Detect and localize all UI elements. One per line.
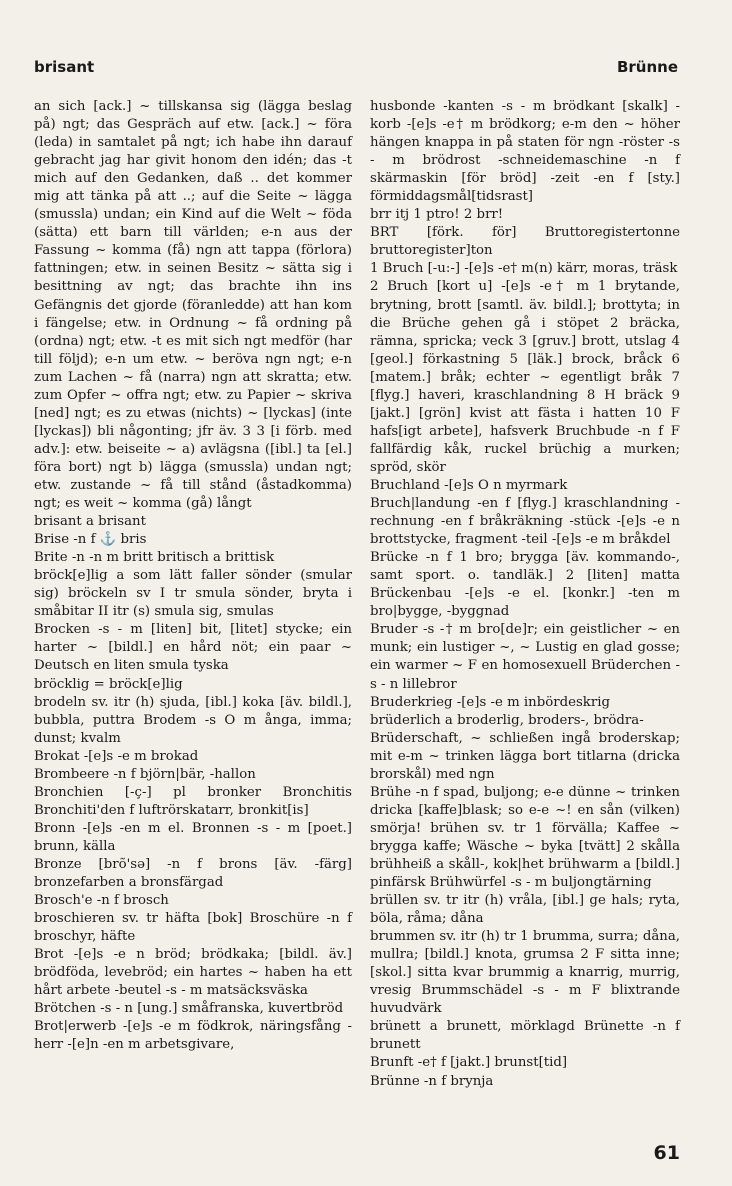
- entry: Brot|erwerb -[e]s -e m födkrok, näringsfång -herr -[e]n -en m arbetsgivare,: [34, 1019, 352, 1053]
- entry: brüllen sv. tr itr (h) vråla, [ibl.] ge hals; ryta, böla, råma; dåna: [370, 893, 680, 927]
- entry: bröck[e]lig a som lätt faller sönder (smular sig) bröckeln sv I tr smula sönder, bryta i småbitar II itr (s) smula sig, smulas: [34, 568, 352, 620]
- entry: Bruderkrieg -[e]s -e m inbördeskrig: [370, 694, 610, 710]
- entry: Bruch|landung -en f [flyg.] kraschlandning -rechnung -en f bråkräkning -stück -[e]s -e n brottstycke, fragment -teil -[e]s -e m bråkdel: [370, 496, 680, 548]
- right-column: [370, 98, 680, 1091]
- entry: Brücke -n f 1 bro; brygga [äv. kommando-, samt sport. o. tandläk.] 2 [liten] matta Brückenbau -[e]s -e el. [konkr.] -ten m bro|bygge, -byggnad: [370, 550, 680, 620]
- running-head-right: Brünne: [616, 58, 678, 76]
- page-number: 61: [653, 1142, 680, 1164]
- entry: 1 Bruch [-u:-] -[e]s -e† m(n) kärr, moras, träsk: [370, 261, 678, 277]
- entry: bröcklig = bröck[e]lig: [34, 676, 183, 692]
- entry: 2 Bruch [kort u] -[e]s -e† m 1 brytande, brytning, brott [samtl. äv. bildl.]; brottyta; in die Brüche gehen gå i stöpet 2 bräcka, rämna, spricka; veck 3 [gruv.] brott, utslag 4 [geol.] förkastning 5 [läk.] brock, bråck 6 [matem.] bråk; echter ~ egentligt bråk 7 [flyg.] haveri, kraschlandning 8 H bräck 9 [jakt.] [grön] kvist att fästa i hatten 10 F hafs[igt arbete], hafsverk Bruchbude -n f F fallfärdig kåk, ruckel brüchig a murken; spröd, skör: [370, 279, 680, 475]
- entry: Brünne -n f brynja: [370, 1073, 494, 1089]
- entry: brummen sv. itr (h) tr 1 brumma, surra; dåna, mullra; [bildl.] knota, grumsa 2 F sitta inne; [skol.] sitta kvar brummig a knarrig, murrig, vresig Brummschädel -s - m F blixtrande huvudvärk: [370, 929, 680, 1017]
- entry: Brocken -s - m [liten] bit, [litet] stycke; ein harter ~ [bildl.] en hård nöt; ein paar ~ Deutsch en liten smula tyska: [34, 622, 352, 674]
- entry: brodeln sv. itr (h) sjuda, [ibl.] koka [äv. bildl.], bubbla, puttra Brodem -s O m ånga, imma; dunst; kvalm: [34, 694, 352, 746]
- entry: Brot -[e]s -e n bröd; brödkaka; [bildl. äv.] brödföda, levebröd; ein hartes ~ haben ha ett hårt arbete -beutel -s - m matsäcksväska: [34, 947, 352, 999]
- entry: Bronze [brõ'sə] -n f brons [äv. -färg] bronzefarben a bronsfärgad: [34, 856, 352, 891]
- entry: Brüderschaft, ~ schließen ingå broderskap; mit e-m ~ trinken lägga bort titlarna (dricka brorskål) med ngn: [370, 730, 680, 782]
- entry: brünett a brunett, mörklagd Brünette -n f brunett: [370, 1019, 680, 1053]
- entry-block: husbonde -kanten -s - m brödkant [skalk] -korb -[e]s -e† m brödkorg; e-m den ~ höher hängen knappa in på staten för ngn -röster -s - m brödrost -schneidemaschine -n f skärmaskin [för bröd] -zeit -en f [sty.] förmiddagsmål[tidsrast]: [370, 99, 680, 205]
- entry: Brosch'e -n f brosch: [34, 893, 169, 909]
- entry: broschieren sv. tr häfta [bok] Broschüre -n f broschyr, häfte: [34, 911, 352, 945]
- entry: Bronchien [-ç-] pl bronker Bronchitis Bronchiti'den f luftrörskatarr, bronkit[is]: [34, 784, 352, 818]
- entry: Bruder -s -† m bro[de]r; ein geistlicher ~ en munk; ein lustiger ~, ~ Lustig en glad gosse; ein warmer ~ F en homosexuell Brüderchen -s - n lillebror: [370, 622, 680, 692]
- entry: Brühe -n f spad, buljong; e-e dünne ~ trinken dricka [kaffe]blask; so e-e ~! en sån (vilken) smörja! brühen sv. tr 1 förvälla; Kaffee ~ brygga kaffe; Wäsche ~ byka [tvätt] 2 skålla brühheiß a skåll-, kok|het brühwarm a [bildl.] pinfärsk Brühwürfel -s - m buljongtärning: [370, 784, 680, 891]
- entry: Brise -n f ⚓ bris: [34, 532, 147, 548]
- entry: brisant a brisant: [34, 514, 146, 530]
- entry: Brötchen -s - n [ung.] småfranska, kuvertbröd: [34, 1001, 344, 1017]
- entry: BRT [förk. för] Bruttoregistertonne bruttoregister]ton: [370, 225, 680, 259]
- entry: brr itj 1 ptro! 2 brr!: [370, 207, 504, 223]
- entry: Brunft -e† f [jakt.] brunst[tid]: [370, 1055, 568, 1071]
- entry: Brokat -[e]s -e m brokad: [34, 748, 199, 764]
- left-column: [34, 98, 352, 1054]
- running-head-left: brisant: [34, 58, 95, 76]
- entry: Brombeere -n f björn|bär, -hallon: [34, 766, 256, 782]
- entry: brüderlich a broderlig, broders-, brödra-: [370, 712, 644, 728]
- entry: Brite -n -n m britt britisch a brittisk: [34, 550, 275, 566]
- entry-block: an sich [ack.] ~ tillskansa sig (lägga beslag på) ngt; das Gespräch auf etw. [ack.] ~ föra (leda) in samtalet på ngt; ich habe ihn darauf gebracht jag har givit honom den idén; das -t mich auf den Gedanken, daß .. det kommer mig att tänka på att ..; auf die Seite ~ lägga (smussla) undan; ein Kind auf die Welt ~ föda (sätta) ett barn till världen; e-n aus der Fassung ~ komma (få) ngn att tappa (förlora) fattningen; etw. in seinen Besitz ~ sätta sig i besittning av ngt; das brachte ihn ins Gefängnis det gjorde (föranledde) att han kom i fängelse; etw. in Ordnung ~ få ordning på (ordna) ngt; etw. -t es mit sich ngt medför (har till följd); e-n um etw. ~ beröva ngn ngt; e-n zum Lachen ~ få (narra) ngn att skratta; etw. zum Opfer ~ offra ngt; etw. zu Papier ~ skriva [ned] ngt; es zu etwas (nichts) ~ [lyckas] (inte [lyckas]) bli någonting; jfr äv. 3 3 [i förb. med adv.]: etw. beiseite ~ a) avlägsna ([ibl.] ta [el.] föra bort) ngt b) lägga (smussla) undan ngt; etw. zustande ~ få till stånd (åstadkomma) ngt; es weit ~ komma (gå) långt: [34, 99, 352, 512]
- entry: Bruchland -[e]s O n myrmark: [370, 477, 568, 493]
- entry: Bronn -[e]s -en m el. Bronnen -s - m [poet.] brunn, källa: [34, 820, 352, 854]
